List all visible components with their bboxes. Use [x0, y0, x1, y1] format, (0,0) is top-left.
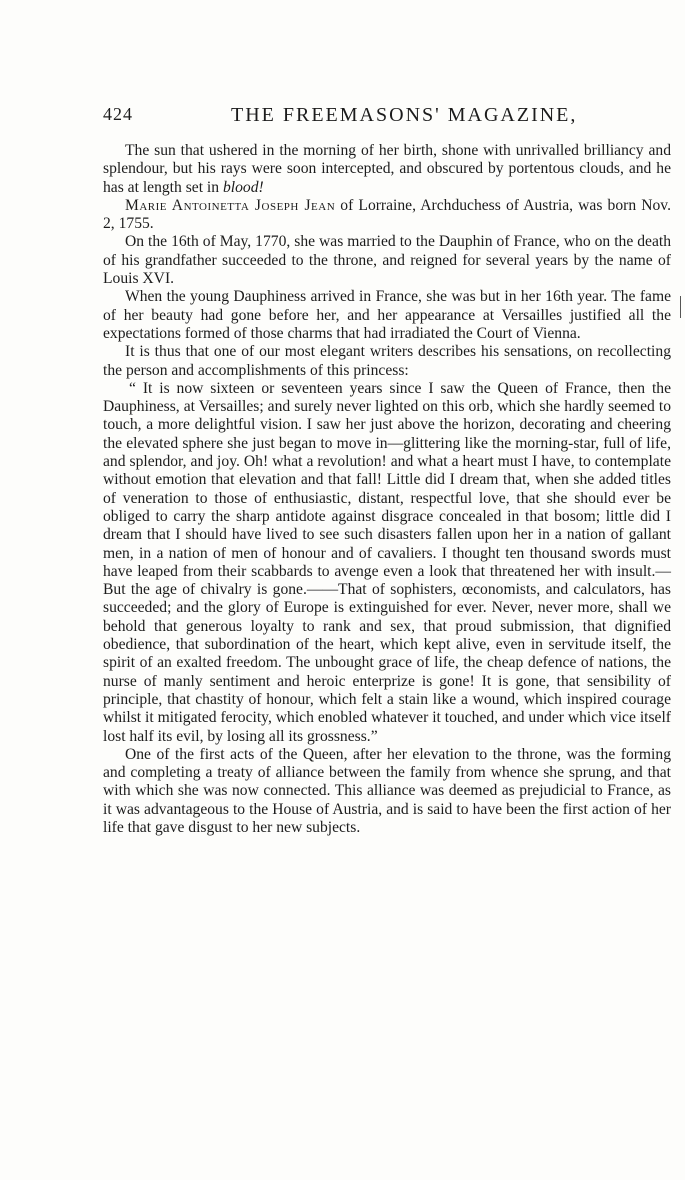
paragraph-treaty: One of the first acts of the Queen, after her elevation to the throne, was the forming and completing a treaty of alliance between the family from whence she sprung, and that with which she was now connected. This alliance was deemed as prejudicial to France, as it was advantageous to the House of Austria, and is said to have been the first action of her life that gave disgust to her new subjects.	[103, 745, 671, 836]
paragraph-quotation: “ It is now sixteen or seventeen years since I saw the Queen of France, then the Dauphiness, at Versailles; and surely never lighted on this orb, which she hardly seemed to touch, a more delightful vision. I saw her just above the horizon, decorating and cheering the elevated sphere she just began to move in—glittering like the morning-star, full of life, and splendor, and joy. Oh! what a revolution! and what a heart must I have, to contemplate without emotion that elevation and that fall! Little did I dream that, when she added titles of veneration to those of enthusiastic, distant, respectful love, that she should ever be obliged to carry the sharp antidote against disgrace concealed in that bosom; little did I dream that I should have lived to see such disasters fallen upon her in a nation of gallant men, in a nation of men of honour and of cavaliers. I thought ten thousand swords must have leaped from their scabbards to avenge even a look that threatened her with insult.—But the age of chivalry is gone.——That of sophisters, œconomists, and calculators, has succeeded; and the glory of Europe is extinguished for ever. Never, never more, shall we behold that generous loyalty to rank and sex, that proud submission, that dignified obedience, that subordination of the heart, which kept alive, even in servitude itself, the spirit of an exalted freedom. The unbought grace of life, the cheap defence of nations, the nurse of manly sentiment and heroic enterprize is gone! It is gone, that sensibility of principle, that chastity of honour, which felt a stain like a wound, which inspired courage whilst it mitigated ferocity, which enobled whatever it touched, and under which vice itself lost half its evil, by losing all its grossness.”	[103, 379, 671, 745]
running-title: THE FREEMASONS' MAGAZINE,	[231, 104, 578, 126]
paragraph-birth-text: The sun that ushered in the morning of her birth, shone with unrivalled brilliancy and splendour, but his rays were soon intercepted, and obscured by portentous clouds, and he has at length set in	[103, 142, 671, 196]
paragraph-marriage: On the 16th of May, 1770, she was married to the Dauphin of France, who on the death of his grandfather succeeded to the throne, and reigned for several years by the name of Louis XVI.	[103, 233, 671, 288]
page-number: 424	[103, 104, 133, 124]
paragraph-writer-intro: It is thus that one of our most elegant writers describes his sensations, on recollecting the person and accomplishments of this princess:	[103, 343, 671, 379]
paragraph-name	[103, 197, 671, 234]
body-text	[103, 142, 671, 837]
page-edge-mark	[680, 296, 681, 318]
page-header	[103, 104, 663, 134]
paragraph-name-text: of Lorraine, Archduchess of Austria, was born Nov. 2, 1755.	[103, 196, 671, 233]
queen-full-name: Marie Antoinetta Joseph Jean	[125, 196, 336, 214]
paragraph-birth-emphasis: blood!	[222, 178, 264, 196]
paragraph-arrival: When the young Dauphiness arrived in France, she was but in her 16th year. The fame of her beauty had gone before her, and her appearance at Versailles justified all the expectations formed of those charms that had irradiated the Court of Vienna.	[103, 288, 671, 342]
paragraph-birth	[103, 142, 671, 197]
